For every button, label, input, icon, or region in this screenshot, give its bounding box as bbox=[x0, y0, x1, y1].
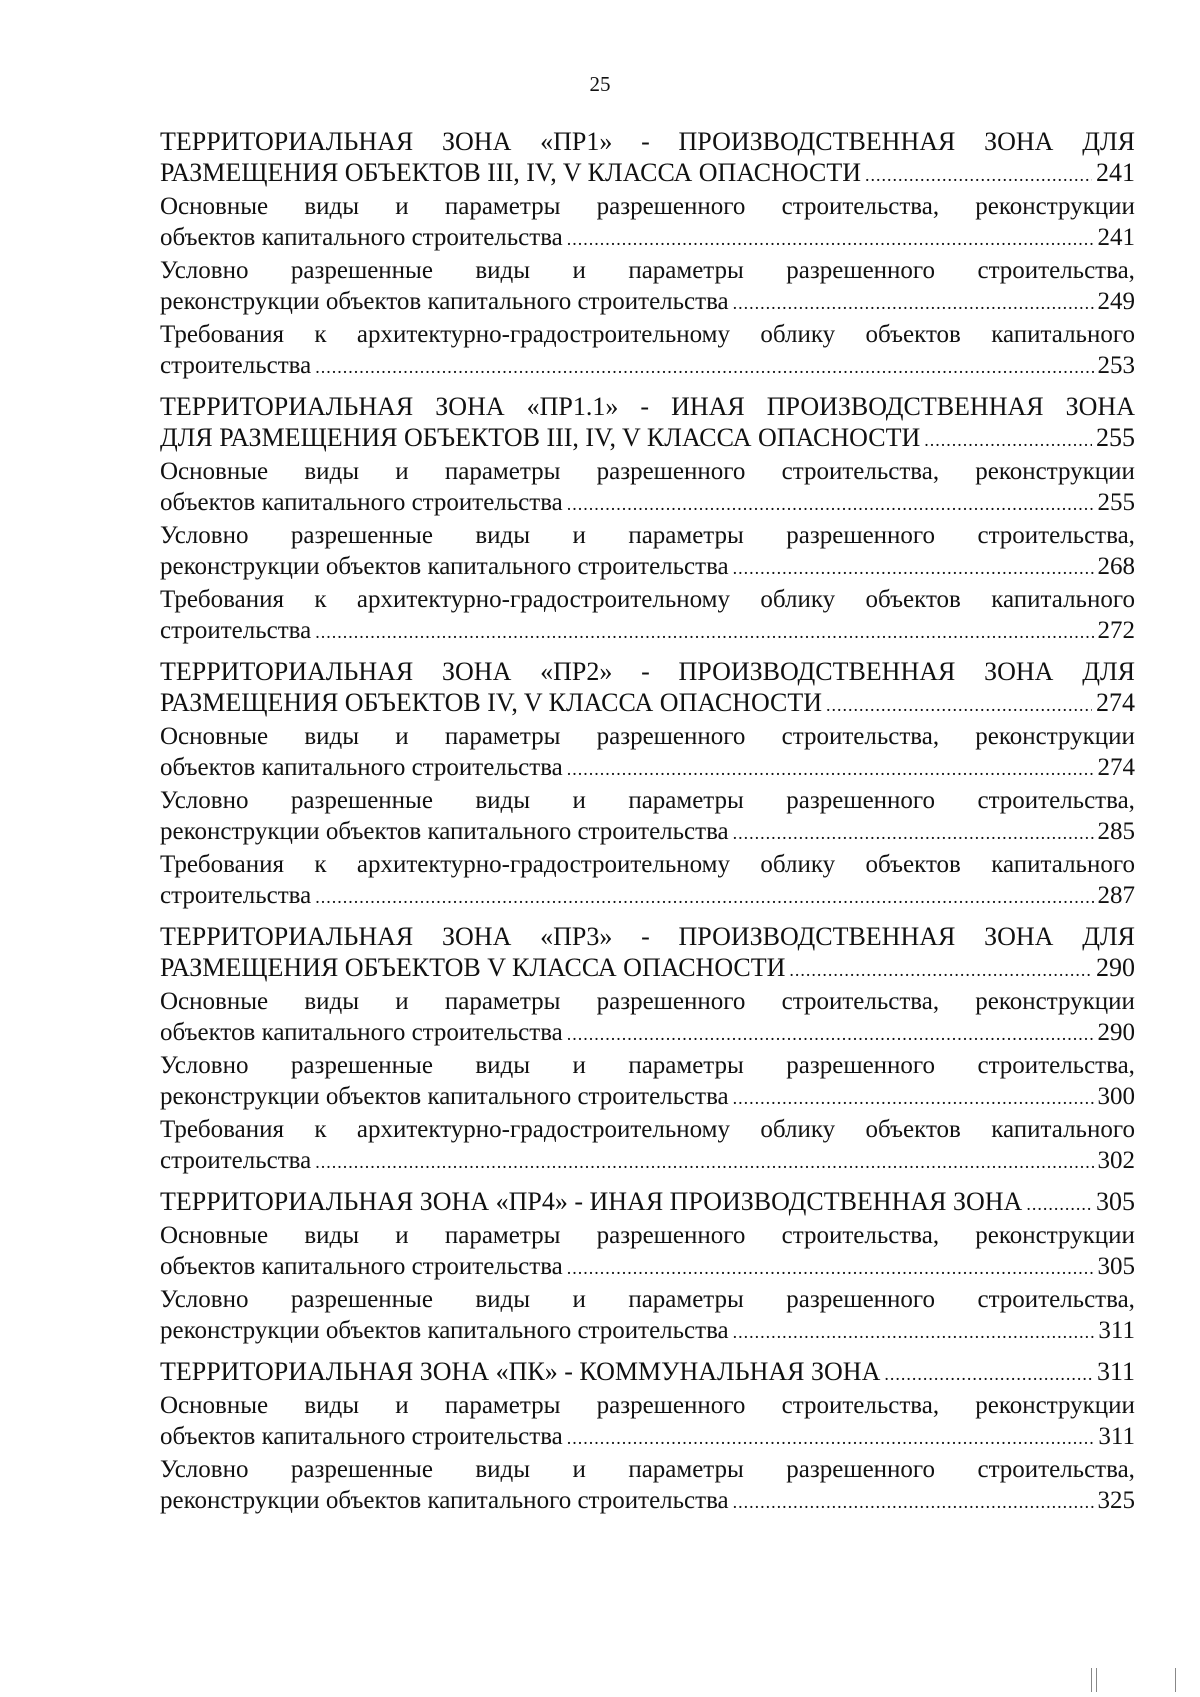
toc-word: Требования bbox=[160, 851, 284, 878]
toc-word: Требования bbox=[160, 321, 284, 348]
toc-word: архитектурно-градостроительному bbox=[356, 851, 731, 878]
toc-entry-line-1 bbox=[160, 721, 1135, 752]
toc-word: разрешенного bbox=[786, 1052, 936, 1079]
toc-entry-page: 311 bbox=[1098, 1423, 1135, 1450]
toc-entry-line-1 bbox=[160, 1284, 1135, 1315]
toc-word: «ПР2» bbox=[540, 657, 613, 686]
toc-word: Требования bbox=[160, 586, 284, 613]
toc-word: разрешенного bbox=[786, 257, 936, 284]
toc-word: реконструкции bbox=[975, 988, 1135, 1015]
toc-word: облику bbox=[760, 321, 836, 348]
toc-entry-title: строительства bbox=[160, 882, 312, 909]
toc-heading-page: 311 bbox=[1096, 1357, 1135, 1386]
toc-entry-line-1 bbox=[160, 319, 1135, 350]
toc-heading-line-1 bbox=[160, 921, 1135, 952]
toc-entry-title: объектов капитального строительства bbox=[160, 224, 563, 251]
toc-word: ПРОИЗВОДСТВЕННАЯ bbox=[678, 127, 956, 156]
toc-word: виды bbox=[475, 522, 531, 549]
toc-word: «ПР3» bbox=[540, 922, 613, 951]
dot-leader bbox=[567, 1423, 1095, 1454]
toc-word: виды bbox=[475, 787, 531, 814]
table-of-contents bbox=[160, 126, 1135, 1526]
toc-word: разрешенного bbox=[786, 1456, 936, 1483]
toc-word: ТЕРРИТОРИАЛЬНАЯ bbox=[160, 922, 414, 951]
toc-word: разрешенные bbox=[290, 257, 433, 284]
toc-word: строительства, bbox=[781, 1222, 940, 1249]
toc-section bbox=[160, 126, 1135, 383]
toc-entry-page: 249 bbox=[1097, 288, 1135, 315]
toc-word: параметры bbox=[444, 988, 561, 1015]
dot-leader bbox=[567, 224, 1094, 255]
toc-section bbox=[160, 1356, 1135, 1518]
toc-entry-line-1 bbox=[160, 849, 1135, 880]
scan-mark bbox=[1175, 1668, 1176, 1692]
toc-word: Основные bbox=[160, 458, 269, 485]
toc-word: строительства, bbox=[781, 723, 940, 750]
toc-entry-line-1 bbox=[160, 1114, 1135, 1145]
toc-entry-page: 287 bbox=[1097, 882, 1135, 909]
toc-word: разрешенные bbox=[290, 522, 433, 549]
toc-word: виды bbox=[475, 257, 531, 284]
toc-word: параметры bbox=[444, 723, 561, 750]
toc-heading-title: ТЕРРИТОРИАЛЬНАЯ ЗОНА «ПР4» - ИНАЯ ПРОИЗВОДСТВЕННАЯ ЗОНА bbox=[160, 1187, 1023, 1216]
toc-word: строительства, bbox=[781, 193, 940, 220]
toc-word: и bbox=[395, 723, 409, 750]
toc-word: строительства, bbox=[977, 522, 1135, 549]
toc-word: и bbox=[395, 988, 409, 1015]
toc-word: параметры bbox=[444, 458, 561, 485]
toc-entry-title: реконструкции объектов капитального строительства bbox=[160, 1083, 729, 1110]
dot-leader bbox=[1026, 1189, 1092, 1220]
toc-word: и bbox=[572, 1456, 586, 1483]
dot-leader bbox=[315, 1147, 1093, 1178]
toc-entry-page: 253 bbox=[1097, 352, 1135, 379]
toc-word: к bbox=[314, 1116, 327, 1143]
toc-entry-page: 325 bbox=[1097, 1487, 1135, 1514]
toc-heading-line-1 bbox=[160, 656, 1135, 687]
toc-word: ТЕРРИТОРИАЛЬНАЯ bbox=[160, 657, 414, 686]
toc-entry-line-2 bbox=[160, 1145, 1135, 1178]
toc-entry-title: реконструкции объектов капитального строительства bbox=[160, 1487, 729, 1514]
toc-word: реконструкции bbox=[975, 193, 1135, 220]
toc-entry-page: 300 bbox=[1097, 1083, 1135, 1110]
toc-entry-line-2 bbox=[160, 615, 1135, 648]
toc-word: виды bbox=[304, 458, 360, 485]
toc-entry-line-2 bbox=[160, 816, 1135, 849]
toc-entry-title: объектов капитального строительства bbox=[160, 1423, 563, 1450]
dot-leader bbox=[789, 955, 1092, 986]
toc-entry-line-1 bbox=[160, 456, 1135, 487]
toc-entry-title: объектов капитального строительства bbox=[160, 1019, 563, 1046]
toc-word: разрешенного bbox=[596, 723, 746, 750]
toc-word: капитального bbox=[991, 851, 1135, 878]
toc-entry-title: строительства bbox=[160, 617, 312, 644]
toc-word: к bbox=[314, 851, 327, 878]
toc-word: разрешенного bbox=[786, 522, 936, 549]
toc-entry-line-2 bbox=[160, 487, 1135, 520]
toc-word: объектов bbox=[865, 851, 961, 878]
toc-word: строительства, bbox=[977, 257, 1135, 284]
toc-word: - bbox=[641, 657, 650, 686]
toc-word: виды bbox=[304, 193, 360, 220]
toc-section bbox=[160, 656, 1135, 913]
toc-heading-page: 305 bbox=[1096, 1187, 1135, 1216]
toc-entry-line-1 bbox=[160, 1050, 1135, 1081]
toc-word: разрешенного bbox=[596, 1222, 746, 1249]
toc-entry-line-2 bbox=[160, 1421, 1135, 1454]
toc-heading-page: 274 bbox=[1096, 688, 1135, 717]
toc-word: капитального bbox=[991, 586, 1135, 613]
toc-word: архитектурно-градостроительному bbox=[356, 1116, 731, 1143]
toc-entry-line-2 bbox=[160, 222, 1135, 255]
toc-word: параметры bbox=[628, 1286, 744, 1313]
toc-entry-page: 274 bbox=[1097, 754, 1135, 781]
toc-heading-line-1 bbox=[160, 126, 1135, 157]
toc-word: разрешенные bbox=[290, 1456, 433, 1483]
toc-word: виды bbox=[304, 1222, 360, 1249]
toc-word: реконструкции bbox=[975, 723, 1135, 750]
scan-mark bbox=[1096, 1668, 1097, 1692]
toc-word: облику bbox=[760, 586, 836, 613]
toc-word: и bbox=[395, 1222, 409, 1249]
toc-word: объектов bbox=[865, 586, 961, 613]
toc-word: Условно bbox=[160, 787, 249, 814]
toc-entry-line-2 bbox=[160, 1315, 1135, 1348]
toc-entry-line-2 bbox=[160, 880, 1135, 913]
toc-word: капитального bbox=[991, 321, 1135, 348]
toc-word: разрешенного bbox=[596, 193, 746, 220]
toc-entry-line-1 bbox=[160, 986, 1135, 1017]
toc-entry-title: объектов капитального строительства bbox=[160, 489, 563, 516]
dot-leader bbox=[567, 1019, 1094, 1050]
toc-word: разрешенные bbox=[290, 787, 433, 814]
toc-word: и bbox=[572, 257, 586, 284]
toc-entry-title: реконструкции объектов капитального строительства bbox=[160, 553, 729, 580]
toc-entry-title: строительства bbox=[160, 1147, 312, 1174]
toc-word: параметры bbox=[628, 1456, 744, 1483]
toc-word: разрешенного bbox=[596, 458, 746, 485]
toc-word: ЗОНА bbox=[442, 922, 512, 951]
toc-word: виды bbox=[304, 1392, 360, 1419]
toc-entry-line-2 bbox=[160, 1485, 1135, 1518]
toc-entry-page: 255 bbox=[1097, 489, 1135, 516]
dot-leader bbox=[865, 160, 1092, 191]
toc-word: разрешенные bbox=[290, 1052, 433, 1079]
toc-entry-page: 311 bbox=[1098, 1317, 1135, 1344]
toc-word: виды bbox=[475, 1456, 531, 1483]
toc-word: виды bbox=[304, 723, 360, 750]
toc-word: и bbox=[395, 458, 409, 485]
toc-word: «ПР1.1» bbox=[526, 392, 619, 421]
toc-word: Основные bbox=[160, 1222, 269, 1249]
toc-entry-line-2 bbox=[160, 1081, 1135, 1114]
toc-heading-line-1 bbox=[160, 391, 1135, 422]
toc-word: - bbox=[641, 127, 650, 156]
toc-heading-page: 290 bbox=[1096, 953, 1135, 982]
toc-word: параметры bbox=[628, 257, 744, 284]
toc-entry-page: 268 bbox=[1097, 553, 1135, 580]
toc-word: реконструкции bbox=[975, 458, 1135, 485]
toc-entry-page: 272 bbox=[1097, 617, 1135, 644]
toc-word: Требования bbox=[160, 1116, 284, 1143]
toc-word: разрешенного bbox=[596, 988, 746, 1015]
toc-word: Основные bbox=[160, 1392, 269, 1419]
dot-leader bbox=[567, 489, 1094, 520]
dot-leader bbox=[924, 425, 1092, 456]
dot-leader bbox=[315, 882, 1093, 913]
toc-word: Условно bbox=[160, 522, 249, 549]
toc-entry-title: реконструкции объектов капитального строительства bbox=[160, 818, 729, 845]
toc-entry-line-1 bbox=[160, 785, 1135, 816]
toc-word: ПРОИЗВОДСТВЕННАЯ bbox=[678, 657, 956, 686]
toc-word: реконструкции bbox=[975, 1222, 1135, 1249]
toc-word: облику bbox=[760, 1116, 836, 1143]
toc-word: Основные bbox=[160, 988, 269, 1015]
toc-word: к bbox=[314, 586, 327, 613]
toc-word: ЗОНА bbox=[984, 127, 1054, 156]
dot-leader bbox=[733, 1487, 1094, 1518]
dot-leader bbox=[733, 1083, 1094, 1114]
toc-word: Основные bbox=[160, 723, 269, 750]
toc-word: параметры bbox=[628, 522, 744, 549]
dot-leader bbox=[733, 818, 1094, 849]
toc-word: объектов bbox=[865, 321, 961, 348]
toc-heading-page: 241 bbox=[1096, 158, 1135, 187]
toc-word: ЗОНА bbox=[1065, 392, 1135, 421]
toc-word: ПРОИЗВОДСТВЕННАЯ bbox=[678, 922, 956, 951]
toc-heading-title: ДЛЯ РАЗМЕЩЕНИЯ ОБЪЕКТОВ III, IV, V КЛАССА ОПАСНОСТИ bbox=[160, 423, 921, 452]
toc-word: виды bbox=[475, 1286, 531, 1313]
toc-entry-title: объектов капитального строительства bbox=[160, 754, 563, 781]
dot-leader bbox=[315, 352, 1093, 383]
toc-word: строительства, bbox=[977, 1456, 1135, 1483]
dot-leader bbox=[733, 288, 1094, 319]
toc-entry-title: реконструкции объектов капитального строительства bbox=[160, 1317, 729, 1344]
toc-word: и bbox=[572, 1052, 586, 1079]
toc-heading-line-2 bbox=[160, 422, 1135, 456]
dot-leader bbox=[733, 553, 1094, 584]
toc-word: и bbox=[395, 1392, 409, 1419]
toc-word: ИНАЯ bbox=[671, 392, 745, 421]
toc-entry-line-2 bbox=[160, 1017, 1135, 1050]
toc-word: Условно bbox=[160, 257, 249, 284]
toc-entry-line-1 bbox=[160, 1220, 1135, 1251]
toc-heading-line-2 bbox=[160, 1356, 1135, 1390]
toc-word: архитектурно-градостроительному bbox=[356, 586, 731, 613]
toc-heading-title: РАЗМЕЩЕНИЯ ОБЪЕКТОВ V КЛАССА ОПАСНОСТИ bbox=[160, 953, 786, 982]
toc-word: строительства, bbox=[977, 1052, 1135, 1079]
page-number: 25 bbox=[589, 72, 611, 96]
toc-entry-page: 241 bbox=[1097, 224, 1135, 251]
dot-leader bbox=[315, 617, 1093, 648]
toc-entry-line-1 bbox=[160, 1390, 1135, 1421]
toc-word: ДЛЯ bbox=[1082, 657, 1135, 686]
toc-word: разрешенного bbox=[596, 1392, 746, 1419]
toc-word: облику bbox=[760, 851, 836, 878]
dot-leader bbox=[733, 1317, 1095, 1348]
toc-heading-line-2 bbox=[160, 1186, 1135, 1220]
toc-word: к bbox=[314, 321, 327, 348]
toc-section bbox=[160, 1186, 1135, 1348]
toc-word: ТЕРРИТОРИАЛЬНАЯ bbox=[160, 127, 414, 156]
toc-word: Условно bbox=[160, 1286, 249, 1313]
toc-heading-line-2 bbox=[160, 157, 1135, 191]
toc-word: строительства, bbox=[781, 988, 940, 1015]
toc-word: Условно bbox=[160, 1052, 249, 1079]
toc-entry-title: строительства bbox=[160, 352, 312, 379]
toc-heading-line-2 bbox=[160, 687, 1135, 721]
toc-entry-line-1 bbox=[160, 1454, 1135, 1485]
toc-word: ЗОНА bbox=[984, 657, 1054, 686]
toc-word: ЗОНА bbox=[442, 127, 512, 156]
toc-word: ДЛЯ bbox=[1082, 922, 1135, 951]
toc-word: Основные bbox=[160, 193, 269, 220]
toc-word: объектов bbox=[865, 1116, 961, 1143]
toc-heading-title: РАЗМЕЩЕНИЯ ОБЪЕКТОВ IV, V КЛАССА ОПАСНОСТИ bbox=[160, 688, 823, 717]
toc-entry-line-2 bbox=[160, 350, 1135, 383]
toc-word: параметры bbox=[444, 1392, 561, 1419]
toc-section bbox=[160, 921, 1135, 1178]
toc-word: параметры bbox=[444, 193, 561, 220]
toc-word: строительства, bbox=[781, 1392, 940, 1419]
dot-leader bbox=[884, 1359, 1093, 1390]
toc-word: виды bbox=[304, 988, 360, 1015]
toc-entry-title: реконструкции объектов капитального строительства bbox=[160, 288, 729, 315]
toc-word: ЗОНА bbox=[442, 657, 512, 686]
toc-word: разрешенного bbox=[786, 787, 936, 814]
toc-word: Условно bbox=[160, 1456, 249, 1483]
toc-word: ЗОНА bbox=[984, 922, 1054, 951]
toc-entry-line-1 bbox=[160, 584, 1135, 615]
dot-leader bbox=[826, 690, 1092, 721]
toc-entry-page: 285 bbox=[1097, 818, 1135, 845]
toc-entry-page: 305 bbox=[1097, 1253, 1135, 1280]
toc-entry-page: 290 bbox=[1097, 1019, 1135, 1046]
toc-heading-page: 255 bbox=[1096, 423, 1135, 452]
toc-word: ТЕРРИТОРИАЛЬНАЯ bbox=[160, 392, 414, 421]
toc-word: ПРОИЗВОДСТВЕННАЯ bbox=[766, 392, 1044, 421]
toc-entry-page: 302 bbox=[1097, 1147, 1135, 1174]
toc-word: архитектурно-градостроительному bbox=[356, 321, 731, 348]
toc-entry-line-1 bbox=[160, 520, 1135, 551]
toc-word: виды bbox=[475, 1052, 531, 1079]
toc-word: и bbox=[572, 787, 586, 814]
toc-section bbox=[160, 391, 1135, 648]
dot-leader bbox=[567, 1253, 1094, 1284]
toc-heading-title: ТЕРРИТОРИАЛЬНАЯ ЗОНА «ПК» - КОММУНАЛЬНАЯ ЗОНА bbox=[160, 1357, 881, 1386]
toc-entry-title: объектов капитального строительства bbox=[160, 1253, 563, 1280]
scan-mark bbox=[1091, 1668, 1092, 1692]
toc-word: и bbox=[572, 1286, 586, 1313]
toc-word: капитального bbox=[991, 1116, 1135, 1143]
toc-word: строительства, bbox=[977, 1286, 1135, 1313]
toc-entry-line-2 bbox=[160, 1251, 1135, 1284]
toc-entry-line-2 bbox=[160, 752, 1135, 785]
toc-entry-line-2 bbox=[160, 551, 1135, 584]
toc-word: - bbox=[641, 922, 650, 951]
toc-word: параметры bbox=[444, 1222, 561, 1249]
toc-word: ДЛЯ bbox=[1082, 127, 1135, 156]
toc-entry-line-1 bbox=[160, 191, 1135, 222]
toc-word: и bbox=[395, 193, 409, 220]
toc-heading-title: РАЗМЕЩЕНИЯ ОБЪЕКТОВ III, IV, V КЛАССА ОПАСНОСТИ bbox=[160, 158, 862, 187]
toc-word: - bbox=[640, 392, 650, 421]
toc-heading-line-2 bbox=[160, 952, 1135, 986]
toc-word: строительства, bbox=[977, 787, 1135, 814]
toc-word: строительства, bbox=[781, 458, 940, 485]
toc-word: и bbox=[572, 522, 586, 549]
toc-word: разрешенного bbox=[786, 1286, 936, 1313]
toc-word: параметры bbox=[628, 1052, 744, 1079]
toc-word: разрешенные bbox=[290, 1286, 433, 1313]
toc-word: «ПР1» bbox=[540, 127, 613, 156]
toc-word: реконструкции bbox=[975, 1392, 1135, 1419]
toc-entry-line-2 bbox=[160, 286, 1135, 319]
dot-leader bbox=[567, 754, 1094, 785]
toc-entry-line-1 bbox=[160, 255, 1135, 286]
toc-word: ЗОНА bbox=[435, 392, 505, 421]
toc-word: параметры bbox=[628, 787, 744, 814]
